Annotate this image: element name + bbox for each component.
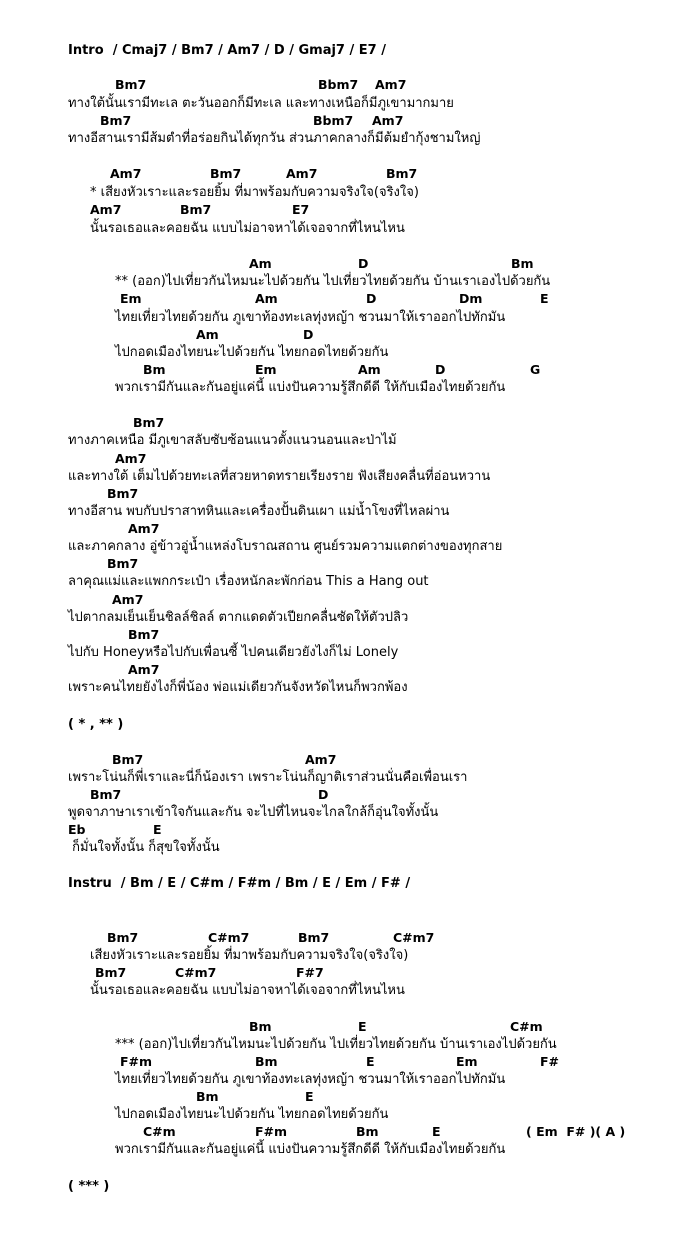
chord: D <box>435 362 446 377</box>
chord: E <box>153 822 162 837</box>
lyric-line: นั้นรอเธอและคอยฉัน แบบไม่อาจหาได้เจอจากที่ไหนไหน <box>90 983 405 998</box>
chord: Am <box>255 291 278 306</box>
chord: Am7 <box>110 166 142 181</box>
chord: Bbm7 <box>313 113 354 128</box>
chord: Eb <box>68 822 86 837</box>
chord: D <box>366 291 377 306</box>
chord: ( Em F# )( A ) <box>526 1124 626 1139</box>
chord: E <box>366 1054 375 1069</box>
lyric-line: เสียงหัวเราะและรอยยิ้ม ที่มาพร้อมกับความจริงใจ(จริงใจ) <box>90 948 409 963</box>
chord: Bm7 <box>115 77 147 92</box>
chord: D <box>303 327 314 342</box>
chord: Am7 <box>286 166 318 181</box>
chord: Bm7 <box>107 930 139 945</box>
chord: C#m <box>143 1124 176 1139</box>
chord: Bm7 <box>112 752 144 767</box>
lyric-line: ไปกอดเมืองไทยนะไปด้วยกัน ไทยกอดไทยด้วยกัน <box>115 345 389 360</box>
chord: D <box>318 787 329 802</box>
lyric-line: ทางอีสานเรามีส้มตำที่อร่อยกินได้ทุกวัน ส่วนภาคกลางก็มีต้มยำกุ้งชามใหญ่ <box>68 131 481 146</box>
lyric-line: ทางใต้นั้นเรามีทะเล ตะวันออกก็มีทะเล และทางเหนือก็มีภูเขามากมาย <box>68 96 454 111</box>
lyric-line: ทางอีสาน พบกับปราสาทหินและเครื่องปั้นดินเผา แม่น้ำโขงที่ไหลผ่าน <box>68 504 450 519</box>
lyric-line: *** (ออก)ไปเที่ยวกันไหมนะไปด้วยกัน ไปเที่ยวไทยด้วยกัน บ้านเราเองไปด้วยกัน <box>115 1037 557 1052</box>
chord: E <box>358 1019 367 1034</box>
chord: F#7 <box>296 965 324 980</box>
chord: Am7 <box>305 752 337 767</box>
chord: Am7 <box>112 592 144 607</box>
lyric-line: พวกเรามีกันและกันอยู่แค่นี้ แบ่งปันความรู้สึกดีดี ให้กับเมืองไทยด้วยกัน <box>115 380 506 395</box>
chord: Am7 <box>375 77 407 92</box>
chord: Bm7 <box>210 166 242 181</box>
chord: Bm <box>255 1054 278 1069</box>
chord: Am <box>249 256 272 271</box>
lyric-line: ก็มั่นใจทั้งนั้น ก็สุขใจทั้งนั้น <box>68 840 220 855</box>
chord: Em <box>255 362 277 377</box>
chord: Bm7 <box>107 556 139 571</box>
chord: Bm7 <box>180 202 212 217</box>
repeat-marker-final: ( *** ) <box>68 1179 110 1194</box>
chord: Bm7 <box>95 965 127 980</box>
chord: Bm7 <box>128 627 160 642</box>
chord: G <box>530 362 541 377</box>
lyric-line: และทางใต้ เต็มไปด้วยทะเลที่สวยหาดทรายเรียงราย ฟังเสียงคลื่นที่อ่อนหวาน <box>68 469 491 484</box>
chord: Bm7 <box>133 415 165 430</box>
lyric-line: เพราะโน่นก็พี่เราและนี่ก็น้องเรา เพราะโน่นก็ญาติเราส่วนนั่นคือเพื่อนเรา <box>68 770 468 785</box>
chord: Dm <box>459 291 483 306</box>
chord: C#m7 <box>393 930 435 945</box>
intro-line: Intro / Cmaj7 / Bm7 / Am7 / D / Gmaj7 / E7 / <box>68 43 386 58</box>
chord: C#m7 <box>208 930 250 945</box>
repeat-marker: ( * , ** ) <box>68 717 124 732</box>
chord: E <box>305 1089 314 1104</box>
chord: Bm7 <box>386 166 418 181</box>
chord: F# <box>540 1054 560 1069</box>
lyric-line: ลาคุณแม่และแพกกระเป๋า เรื่องหนักละพักก่อน This a Hang out <box>68 574 429 589</box>
lyric-line: ไปกับ Honeyหรือไปกับเพื่อนซี้ ไปคนเดียวยังไงก็ไม่ Lonely <box>68 645 399 660</box>
lyric-line: ทางภาคเหนือ มีภูเขาสลับซับซ้อนแนวตั้งแนวนอนและป่าไม้ <box>68 433 397 448</box>
chord: Bbm7 <box>318 77 359 92</box>
lyric-line: เพราะคนไทยยังไงก็พี่น้อง พ่อแม่เดียวกันจังหวัดไหนก็พวกพ้อง <box>68 680 408 695</box>
chord: Am7 <box>372 113 404 128</box>
chord: D <box>358 256 369 271</box>
chord: C#m7 <box>175 965 217 980</box>
lyric-line: * เสียงหัวเราะและรอยยิ้ม ที่มาพร้อมกับความจริงใจ(จริงใจ) <box>90 185 419 200</box>
chord: Bm <box>196 1089 219 1104</box>
chord: Am7 <box>128 662 160 677</box>
lyric-line: พวกเรามีกันและกันอยู่แค่นี้ แบ่งปันความรู้สึกดีดี ให้กับเมืองไทยด้วยกัน <box>115 1142 506 1157</box>
chord: Am <box>358 362 381 377</box>
chord: Bm7 <box>90 787 122 802</box>
chord: Bm <box>249 1019 272 1034</box>
chord: Em <box>456 1054 478 1069</box>
chord: Em <box>120 291 142 306</box>
chord: C#m <box>510 1019 543 1034</box>
chord: Am7 <box>128 521 160 536</box>
lyric-line: ไทยเที่ยวไทยด้วยกัน ภูเขาท้องทะเลทุ่งหญ้า ชวนมาให้เราออกไปทักมัน <box>115 310 506 325</box>
lyric-line: ไทยเที่ยวไทยด้วยกัน ภูเขาท้องทะเลทุ่งหญ้า ชวนมาให้เราออกไปทักมัน <box>115 1072 506 1087</box>
chord: Bm7 <box>298 930 330 945</box>
chord: F#m <box>120 1054 153 1069</box>
chord: E <box>432 1124 441 1139</box>
chord: E7 <box>292 202 310 217</box>
chord: Am <box>196 327 219 342</box>
lyric-line: และภาคกลาง อู่ข้าวอู่น้ำแหล่งโบราณสถาน ศูนย์รวมความแตกต่างของทุกสาย <box>68 539 503 554</box>
chord: E <box>540 291 549 306</box>
chord: Bm7 <box>100 113 132 128</box>
lyric-line: ไปตากลมเย็นเย็นชิลล์ชิลล์ ตากแดดตัวเปียกคลื่นซัดให้ตัวปลิว <box>68 610 409 625</box>
chord: Bm <box>356 1124 379 1139</box>
lyric-line: พูดจาภาษาเราเข้าใจกันและกัน จะไปที่ไหนจะไกลใกล้ก็อุ่นใจทั้งนั้น <box>68 805 439 820</box>
chord: F#m <box>255 1124 288 1139</box>
chord: Bm <box>143 362 166 377</box>
lyric-line: ไปกอดเมืองไทยนะไปด้วยกัน ไทยกอดไทยด้วยกัน <box>115 1107 389 1122</box>
lyric-line: นั้นรอเธอและคอยฉัน แบบไม่อาจหาได้เจอจากที่ไหนไหน <box>90 221 405 236</box>
chord: Bm7 <box>107 486 139 501</box>
instrumental-line: Instru / Bm / E / C#m / F#m / Bm / E / Em / F# / <box>68 876 411 891</box>
lyric-line: ** (ออก)ไปเที่ยวกันไหมนะไปด้วยกัน ไปเที่ยวไทยด้วยกัน บ้านเราเองไปด้วยกัน <box>115 274 551 289</box>
chord: Am7 <box>115 451 147 466</box>
chord: Bm <box>511 256 534 271</box>
chord: Am7 <box>90 202 122 217</box>
